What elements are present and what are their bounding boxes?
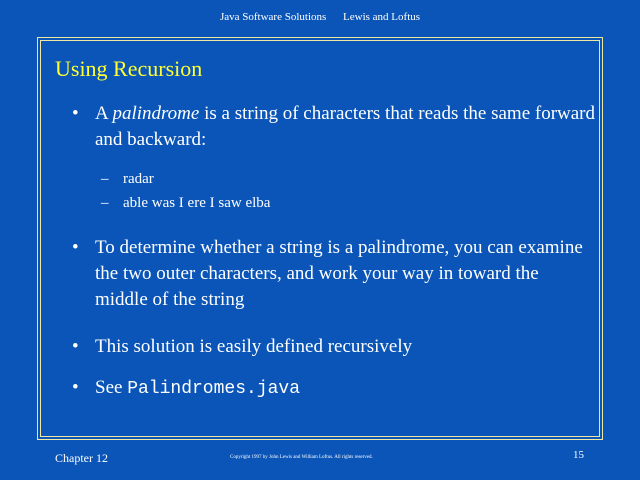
slide-header <box>0 11 640 23</box>
sub-bullet-example <box>101 171 154 188</box>
bullet-icon: • <box>72 237 79 258</box>
example-text: radar <box>123 171 154 187</box>
sub-bullet-example <box>101 195 270 212</box>
page-number: 15 <box>573 449 584 461</box>
book-title: Java Software Solutions <box>219 11 327 23</box>
filename: Palindromes.java <box>127 379 301 399</box>
example-text: able was I ere I saw elba <box>123 195 271 211</box>
bullet-prefix: A <box>95 103 113 124</box>
bullet-icon: • <box>72 336 79 357</box>
bullet-text <box>95 101 595 153</box>
dash-icon: – <box>101 195 109 211</box>
bullet-text: This solution is easily defined recursively <box>95 336 413 357</box>
bullet-rest: is a string of characters that reads the same forward and backward: <box>95 103 596 150</box>
dash-icon: – <box>101 171 109 187</box>
chapter-label: Chapter 12 <box>55 451 108 465</box>
bullet-icon: • <box>72 377 79 398</box>
slide-title: Using Recursion <box>55 56 203 81</box>
bullet-text <box>95 375 595 402</box>
copyright-notice: Copyright 1997 by John Lewis and William Loftus. All rights reserved. <box>230 455 373 460</box>
bullet-text: To determine whether a string is a palindrome, you can examine the two outer characters, and work your way in toward the middle of the string <box>95 237 583 310</box>
bullet-prefix: See <box>95 377 128 398</box>
palindrome-term: palindrome <box>112 103 200 124</box>
bullet-icon: • <box>72 103 79 124</box>
authors: Lewis and Loftus <box>343 11 421 23</box>
